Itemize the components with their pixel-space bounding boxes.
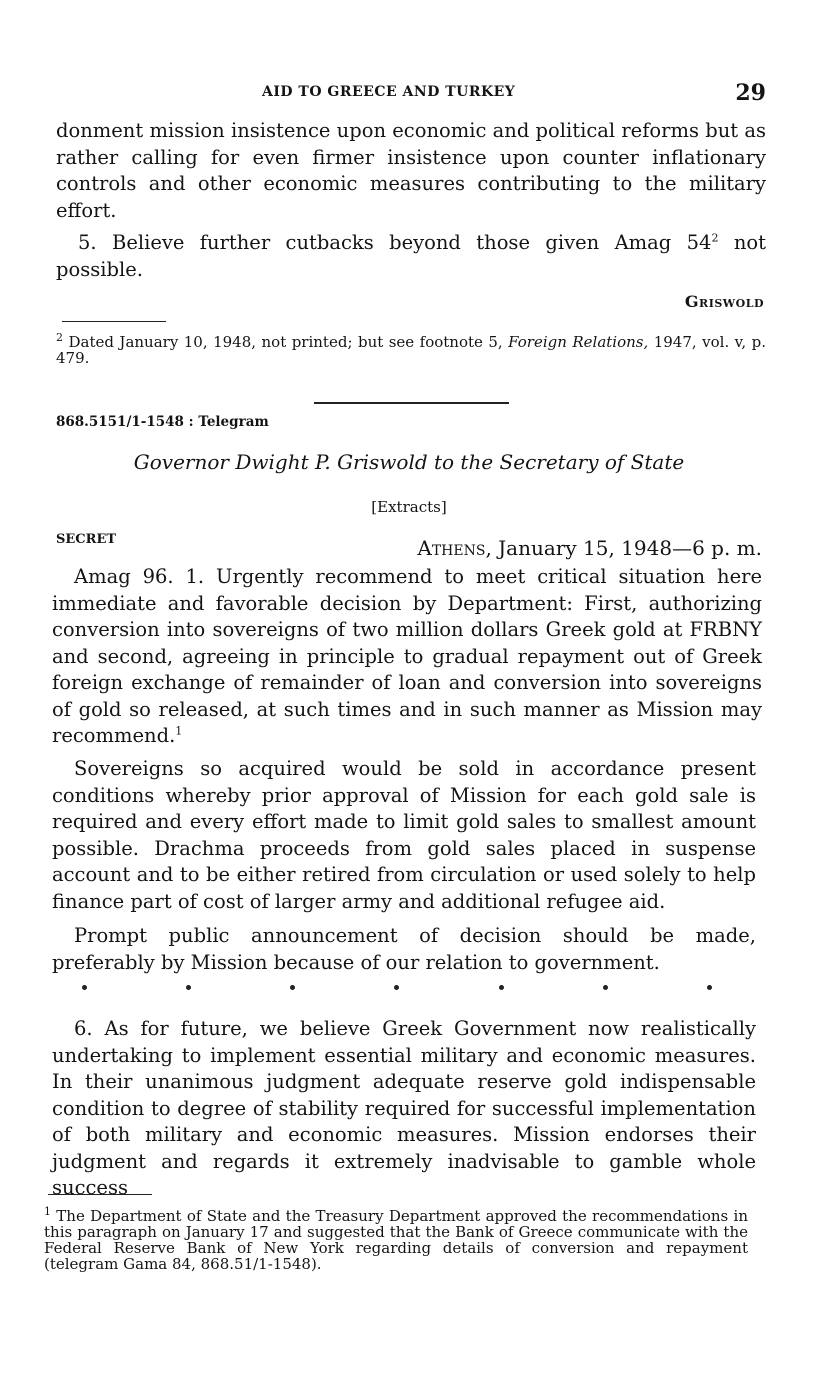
omission-dot xyxy=(82,985,87,990)
file-reference: 868.5151/1-1548 : Telegram xyxy=(56,414,269,430)
dateline-date: , January 15, 1948—6 p. m. xyxy=(485,536,762,560)
footnote-2-italic: Foreign Relations, xyxy=(508,333,649,351)
running-title: AID TO GREECE AND TURKEY xyxy=(262,84,516,100)
footnote-marker-1: 1 xyxy=(175,724,183,738)
paragraph-4: 6. As for future, we believe Greek Government now realistically undertaking to implement essential military and economic measures. In their unanimous judgment adequate reserve gold indispensable condition to degree of stability required for successful implementation of both military and economic measures. Mission endorses their judgment and regards it extremely inadvisable to gamble whole success xyxy=(52,1017,756,1199)
item-5-end: not possible. xyxy=(56,231,766,281)
item-5-paragraph xyxy=(56,230,766,283)
page-number: 29 xyxy=(735,80,766,106)
paragraph-1 xyxy=(52,564,762,750)
omission-dots xyxy=(82,985,712,990)
footnote-rule xyxy=(48,1194,152,1195)
footnote-2-marker: 2 xyxy=(56,331,63,344)
document-page xyxy=(44,0,766,1380)
footnote-2-text: Dated January 10, 1948, not printed; but see footnote 5, xyxy=(63,333,509,351)
continuation-paragraph: donment mission insistence upon economic and political reforms but as rather calling for even firmer insistence upon counter inflationary controls and other economic measures contributing to the military effort. xyxy=(56,119,766,222)
footnote-2 xyxy=(56,331,766,367)
paragraph-3: Prompt public announcement of decision should be made, preferably by Mission because of our relation to government. xyxy=(52,924,756,974)
classification-label: SECRET xyxy=(56,532,117,547)
omission-dot xyxy=(290,985,295,990)
footnote-2-rest: 1947, vol. v, p. 479. xyxy=(56,333,766,367)
footnote-rule xyxy=(62,321,166,322)
omission-dot xyxy=(603,985,608,990)
footnote-1 xyxy=(44,1205,748,1273)
footnote-1-marker: 1 xyxy=(44,1205,51,1218)
omission-dot xyxy=(499,985,504,990)
omission-dot xyxy=(707,985,712,990)
omission-dot xyxy=(186,985,191,990)
item-5-text: 5. Believe further cutbacks beyond those given Amag 54 xyxy=(78,231,712,254)
dateline xyxy=(417,536,762,560)
document-heading: Governor Dwight P. Griswold to the Secretary of State xyxy=(133,450,685,474)
omission-dot xyxy=(394,985,399,990)
paragraph-2: Sovereigns so acquired would be sold in accordance present conditions whereby prior approval of Mission for each gold sale is required and every effort made to limit gold sales to smallest amount possible. Drachma proceeds from gold sales placed in suspense account and to be either retired from circulation or used solely to help finance part of cost of larger army and additional refugee aid. xyxy=(52,757,756,913)
footnote-1-text: The Department of State and the Treasury Department approved the recommendations in this paragraph on January 17 and suggested that the Bank of Greece communicate with the Federal Reserve Bank of New York regarding details of conversion and repayment (telegram Gama 84, 868.51/1-1548). xyxy=(44,1207,748,1273)
running-head xyxy=(52,82,766,108)
document-separator xyxy=(314,402,509,404)
document-subheading: [Extracts] xyxy=(371,498,447,516)
dateline-place: Athens xyxy=(417,536,486,560)
signature: Griswold xyxy=(684,292,764,311)
paragraph-1-text: Amag 96. 1. Urgently recommend to meet critical situation here immediate and favorable decision by Department: First, authorizing conversion into sovereigns of two million dollars Greek gold at FRBNY and second, agreeing in principle to gradual repayment out of Greek foreign exchange of remainder of loan and conversion into sovereigns of gold so released, at such times and in such manner as Mission may recommend. xyxy=(52,565,762,747)
footnote-marker-2: 2 xyxy=(711,231,719,245)
